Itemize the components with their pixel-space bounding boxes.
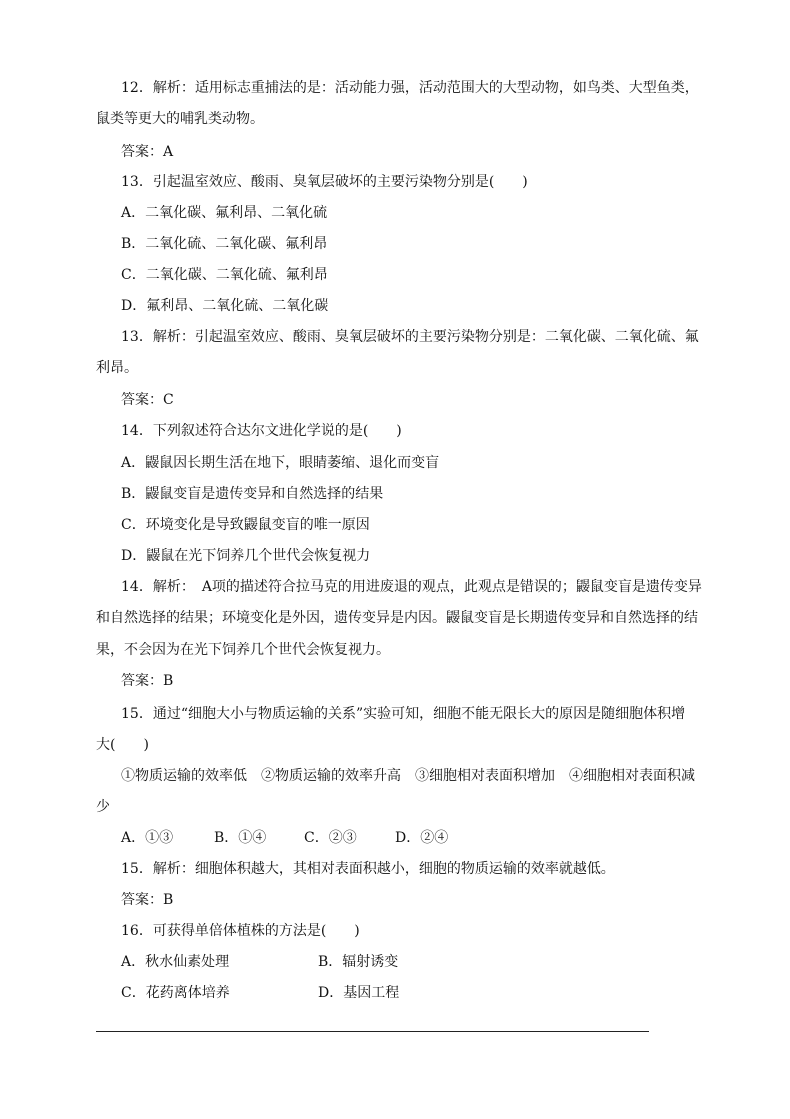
q13-option-a: A．二氧化碳、氟利昂、二氧化硫 (121, 205, 328, 221)
q13-analysis-line-1: 13．解析：引起温室效应、酸雨、臭氧层破坏的主要污染物分别是：二氧化碳、二氧化硫、氟 (121, 329, 699, 345)
q15-analysis: 15．解析：细胞体积越大，其相对表面积越小，细胞的物质运输的效率就越低。 (121, 861, 615, 877)
q14-answer: 答案：B (121, 673, 174, 689)
q15-stem-line-1: 15．通过“细胞大小与物质运输的关系”实验可知，细胞不能无限长大的原因是随细胞体积增 (121, 706, 686, 722)
q13-option-d: D．氟利昂、二氧化硫、二氧化碳 (121, 298, 329, 314)
q16-option-d: D．基因工程 (318, 985, 400, 1001)
q15-option-d: D．②④ (395, 830, 449, 846)
footer-rule (96, 1031, 649, 1032)
q15-option-a: A．①③ (121, 830, 174, 846)
q14-analysis-line-2: 和自然选择的结果；环境变化是外因，遗传变异是内因。鼹鼠变盲是长期遗传变异和自然选择的结 (96, 610, 698, 626)
q14-option-b: B．鼹鼠变盲是遗传变异和自然选择的结果 (121, 486, 384, 502)
q14-option-a: A．鼹鼠因长期生活在地下，眼睛萎缩、退化而变盲 (121, 455, 440, 471)
q12-analysis-line-2: 鼠类等更大的哺乳类动物。 (96, 111, 264, 127)
q15-answer: 答案：B (121, 892, 174, 908)
q16-option-c: C．花药离体培养 (121, 985, 230, 1001)
q12-answer: 答案：A (121, 144, 174, 160)
q16-option-b: B．辐射诱变 (318, 954, 399, 970)
q16-option-a: A．秋水仙素处理 (121, 954, 230, 970)
q14-option-c: C．环境变化是导致鼹鼠变盲的唯一原因 (121, 517, 370, 533)
q15-items-line-2: 少 (96, 799, 110, 815)
q13-answer: 答案：C (121, 392, 174, 408)
q14-option-d: D．鼹鼠在光下饲养几个世代会恢复视力 (121, 548, 371, 564)
q14-stem: 14．下列叙述符合达尔文进化学说的是( ) (121, 423, 402, 439)
q13-stem: 13．引起温室效应、酸雨、臭氧层破坏的主要污染物分别是( ) (121, 174, 528, 190)
q15-items-line-1: ①物质运输的效率低 ②物质运输的效率升高 ③细胞相对表面积增加 ④细胞相对表面积减 (121, 768, 695, 784)
q13-option-c: C．二氧化碳、二氧化硫、氟利昂 (121, 267, 328, 283)
q13-analysis-line-2: 利昂。 (96, 360, 138, 376)
q13-option-b: B．二氧化硫、二氧化碳、氟利昂 (121, 236, 328, 252)
q14-analysis-line-1: 14．解析： A项的描述符合拉马克的用进废退的观点，此观点是错误的；鼹鼠变盲是遗传变异 (121, 579, 702, 595)
q15-option-c: C．②③ (304, 830, 357, 846)
q16-stem: 16．可获得单倍体植株的方法是( ) (121, 923, 360, 939)
q12-analysis-line-1: 12．解析：适用标志重捕法的是：活动能力强，活动范围大的大型动物，如鸟类、大型鱼类， (121, 80, 699, 96)
q14-analysis-line-3: 果，不会因为在光下饲养几个世代会恢复视力。 (96, 642, 390, 658)
q15-stem-line-2: 大( ) (96, 737, 149, 753)
q15-option-b: B．①④ (214, 830, 267, 846)
